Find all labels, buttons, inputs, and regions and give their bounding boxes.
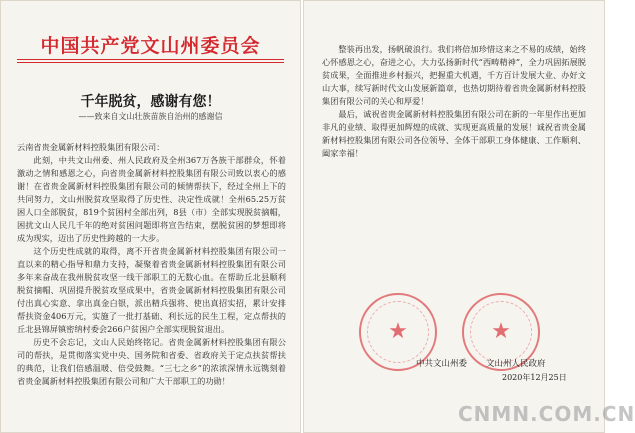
paragraph: 整装再出发，扬帆破浪行。我们将倍加珍惜这来之不易的成绩，始终心怀感恩之心，奋进之心，大力弘扬新时代“西畴精神”，全力巩固拓展脱贫成果，全面推进乡村振兴，把握重大机遇，千方百计发展大业、办好文山大事，续写新时代文山发展新篇章，也热切期待着省贵金属新材料控股集团有限公司的关心和厚爱！ [322,44,586,106]
paragraph: 历史不会忘记，文山人民始终铭记。省贵金属新材料控股集团有限公司的帮扶，是贯彻落实党中央、国务院和省委、省政府关于定点扶贫帮扶的典范，让我们倍感温暖、倍受鼓舞。“三七之乡”的浓浓深情永远镌刻着省贵金属新材料控股集团有限公司和广大干部职工的功勋！ [17,337,286,386]
red-header-rule [17,59,284,60]
letter-body-right [322,43,586,288]
official-seal-icon: ★ [462,293,540,371]
paragraph: 这个历史性成就的取得，离不开省贵金属新材料控股集团有限公司一直以来的精心指导和鼎力支持，凝聚着省贵金属新材料控股集团有限公司多年来奋战在我州脱贫攻坚一线干部职工的无数心血。在帮助丘北县顺利脱贫摘帽、巩固提升脱贫攻坚成果中，省贵金属新材料控股集团有限公司付出真心实意、拿出真金白银，派出精兵强将、使出真招实招，累计安排帮扶资金406万元，实施了一批打基础、利长远的民生工程，定点帮扶的丘北县锦屏镇密纳村委会266户贫困户全部实现脱贫退出。 [17,246,286,334]
signer-party-committee: 中共文山州委 [416,359,468,369]
letter-page-right [303,0,605,433]
letter-page-left [0,0,301,433]
official-seal-icon: ★ [359,293,437,371]
letter-headline: 千年脱贫，感谢有您！ [80,94,221,110]
paragraph: 最后，诚祝省贵金属新材料控股集团有限公司在新的一年里作出更加非凡的业绩、取得更加辉煌的成就、实现更高质量的发展！诚祝省贵金属新材料控股集团有限公司各位领导、全体干部职工身体健康、工作顺利、阖家幸福！ [322,109,586,158]
letter-body-left [17,141,286,420]
letter-subtitle: ——致来自文山壮族苗族自治州的感谢信 [78,112,223,121]
issuing-organization-title: 中国共产党文山州委员会 [40,35,261,57]
signer-government: 文山州人民政府 [486,359,546,369]
letter-date: 2020年12月25日 [502,373,567,382]
site-watermark: CNMN.COM.CN [458,402,635,426]
salutation: 云南省贵金属新材料控股集团有限公司： [17,142,165,152]
red-header-rule-thin [17,62,284,63]
paragraph: 此刻，中共文山州委、州人民政府及全州367万各族干部群众，怀着激动之情和感恩之心，向省贵金属新材料控股集团有限公司致以衷心的感谢！在省贵金属新材料控股集团有限公司的倾情帮扶下，经过全州上下的共同努力，文山州脱贫攻坚取得了历史性、决定性成就！全州65.25万贫困人口全部脱贫，819个贫困村全部出列，8县（市）全部实现脱贫摘帽，困扰文山人民几千年的绝对贫困问题即将宣告结束，摆脱贫困的梦想即将成为现实，迈出了历史性跨越的一大步。 [17,155,286,243]
